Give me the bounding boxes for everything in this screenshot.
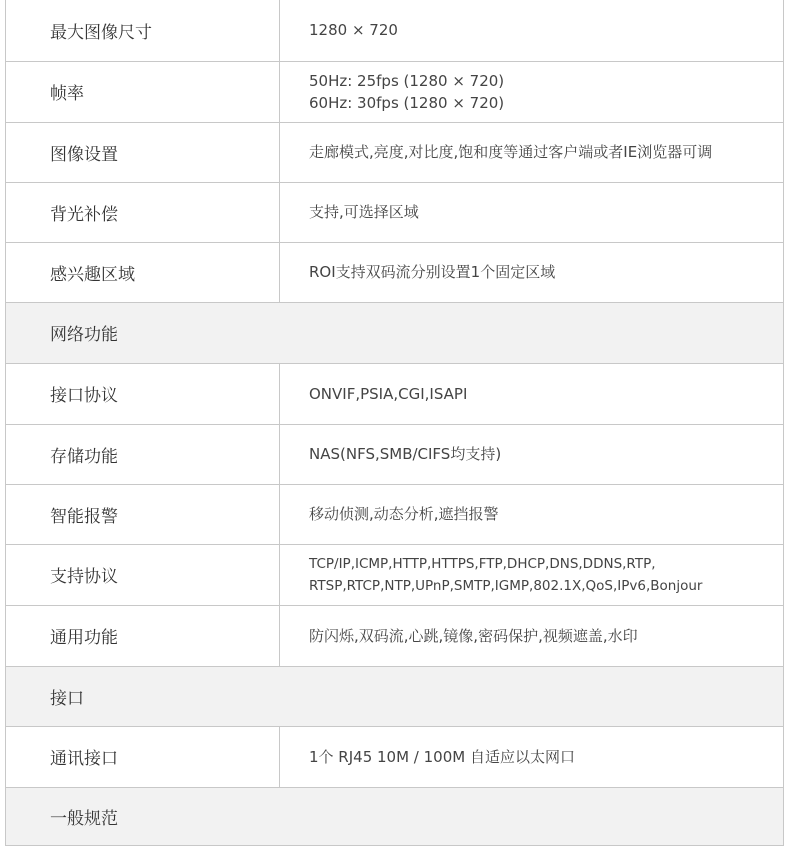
row-value	[280, 726, 784, 787]
value-line: 走廊模式,亮度,对比度,饱和度等通过客户端或者IE浏览器可调	[309, 143, 713, 161]
value-line: 1个 RJ45 10M / 100M 自适应以太网口	[309, 747, 575, 766]
value-line: 1280 × 720	[309, 21, 398, 40]
value-line: TCP/IP,ICMP,HTTP,HTTPS,FTP,DHCP,DNS,DDNS,RTP,	[309, 555, 656, 572]
value-line: 50Hz: 25fps (1280 × 720)	[309, 71, 505, 90]
section-row-interface	[6, 666, 784, 726]
row-value	[280, 484, 784, 544]
table-row-protocols	[6, 544, 784, 605]
table-row-roi	[6, 242, 784, 302]
value-line: ROI支持双码流分别设置1个固定区域	[309, 263, 556, 281]
row-value	[280, 122, 784, 182]
row-value	[280, 61, 784, 122]
row-label: 存储功能	[6, 424, 280, 484]
value-line: 防闪烁,双码流,心跳,镜像,密码保护,视频遮盖,水印	[309, 626, 638, 645]
row-value	[280, 0, 784, 61]
row-label: 感兴趣区域	[6, 242, 280, 302]
row-value	[280, 424, 784, 484]
value-line: 支持,可选择区域	[309, 203, 419, 221]
row-label: 背光补偿	[6, 182, 280, 242]
section-row-general-spec	[6, 787, 784, 845]
section-row-network	[6, 302, 784, 363]
table-row-comm-interface	[6, 726, 784, 787]
table-row-interface-protocol	[6, 363, 784, 424]
table-row-general-functions	[6, 605, 784, 666]
spec-table	[5, 0, 784, 846]
row-label: 支持协议	[6, 544, 280, 605]
row-value	[280, 182, 784, 242]
table-row-storage	[6, 424, 784, 484]
row-label: 智能报警	[6, 484, 280, 544]
row-value	[280, 242, 784, 302]
value-line: ONVIF,PSIA,CGI,ISAPI	[309, 384, 468, 403]
section-heading: 网络功能	[6, 302, 784, 363]
table-row-smart-alarm	[6, 484, 784, 544]
table-row-frame-rate	[6, 61, 784, 122]
value-line: 60Hz: 30fps (1280 × 720)	[309, 93, 505, 112]
row-label: 接口协议	[6, 363, 280, 424]
table-row-backlight	[6, 182, 784, 242]
row-label: 通用功能	[6, 605, 280, 666]
table-row-max-resolution	[6, 0, 784, 61]
row-label: 帧率	[6, 61, 280, 122]
value-line: 移动侦测,动态分析,遮挡报警	[309, 505, 499, 523]
row-value	[280, 544, 784, 605]
section-heading: 一般规范	[6, 787, 784, 845]
row-value	[280, 363, 784, 424]
row-label: 图像设置	[6, 122, 280, 182]
row-label: 通讯接口	[6, 726, 280, 787]
value-line: RTSP,RTCP,NTP,UPnP,SMTP,IGMP,802.1X,QoS,IPv6,Bonjour	[309, 577, 703, 594]
row-value	[280, 605, 784, 666]
section-heading: 接口	[6, 666, 784, 726]
row-label: 最大图像尺寸	[6, 0, 280, 61]
value-line: NAS(NFS,SMB/CIFS均支持)	[309, 445, 502, 463]
table-row-image-settings	[6, 122, 784, 182]
